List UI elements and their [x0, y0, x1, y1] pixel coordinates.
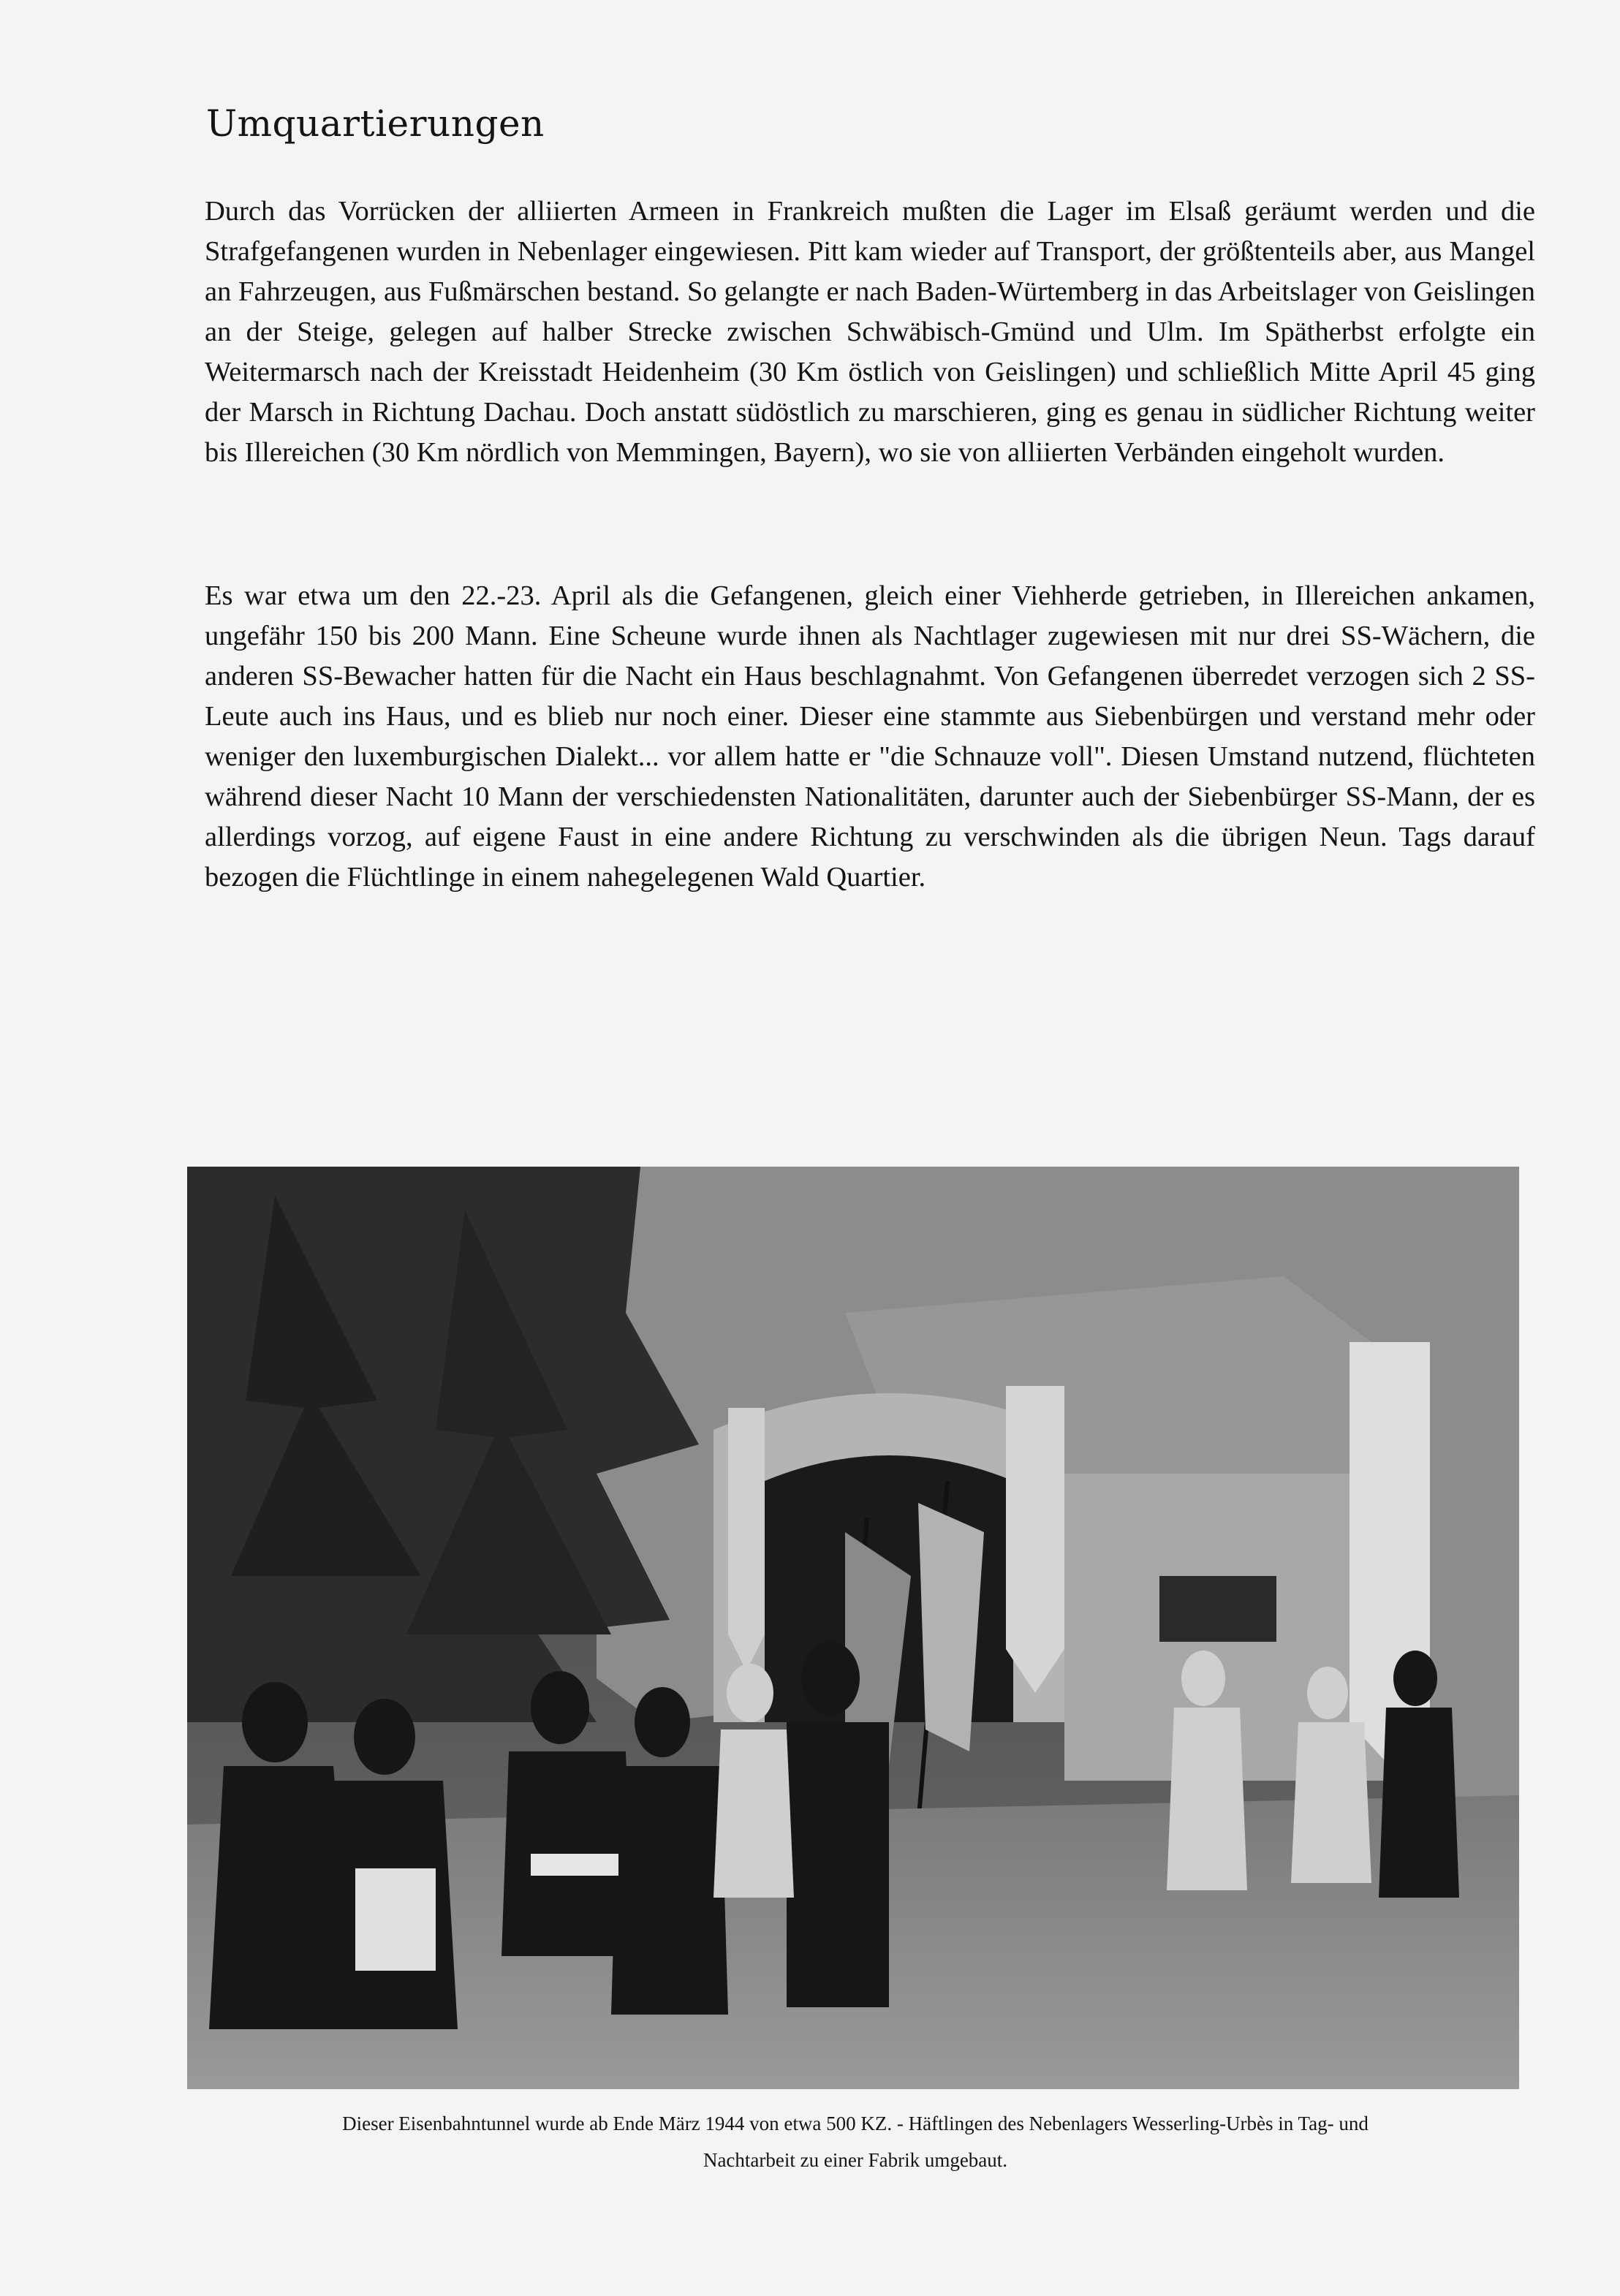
paragraph-1: Durch das Vorrücken der alliierten Armeen in Frankreich mußten die Lager im Elsaß geräumt werden und die Strafgefangenen wurden in Nebenlager eingewiesen. Pitt kam wieder auf Transport, der größtenteils aber, aus Mangel an Fahrzeugen, aus Fußmärschen bestand. So gelangte er nach Baden-Würtemberg in das Arbeitslager von Geislingen an der Steige, gelegen auf halber Strecke zwischen Schwäbisch-Gmünd und Ulm. Im Spätherbst erfolgte ein Weitermarsch nach der Kreisstadt Heidenheim (30 Km östlich von Geislingen) und schließlich Mitte April 45 ging der Marsch in Richtung Dachau. Doch anstatt südöstlich zu marschieren, ging es genau in südlicher Richtung weiter bis Illereichen (30 Km nördlich von Memmingen, Bayern), wo sie von alliierten Verbänden eingeholt wurden. [205, 196, 1535, 468]
section-title: Umquartierungen [206, 102, 545, 145]
photo-caption-line-2: Nachtarbeit zu einer Fabrik umgebaut. [703, 2149, 1008, 2171]
photo-illustration [187, 1167, 1519, 2089]
paragraph-2: Es war etwa um den 22.-23. April als die Gefangenen, gleich einer Viehherde getrieben, in Illereichen ankamen, ungefähr 150 bis 200 Mann. Eine Scheune wurde ihnen als Nachtlager zugewiesen mit nur drei SS-Wächern, die anderen SS-Bewacher hatten für die Nacht ein Haus beschlagnahmt. Von Gefangenen überredet verzogen sich 2 SS-Leute auch ins Haus, und es blieb nur noch einer. Dieser eine stammte aus Siebenbürgen und verstand mehr oder weniger den luxemburgischen Dialekt... vor allem hatte er "die Schnauze voll". Diesen Umstand nutzend, flüchteten während dieser Nacht 10 Mann der verschiedensten Nationalitäten, darunter auch der Siebenbürger SS-Mann, der es allerdings vorzog, auf eigene Faust in eine andere Richtung zu verschwinden als die übrigen Neun. Tags darauf bezogen die Flüchtlinge in einem nahegelegenen Wald Quartier. [205, 580, 1535, 893]
memorial-plaque [1159, 1576, 1276, 1642]
photo-caption-line-1: Dieser Eisenbahntunnel wurde ab Ende März 1944 von etwa 500 KZ. - Häftlingen des Nebenlagers Wesserling-Urbès in Tag- und [342, 2113, 1369, 2134]
tunnel-ceremony-photo [187, 1167, 1519, 2089]
